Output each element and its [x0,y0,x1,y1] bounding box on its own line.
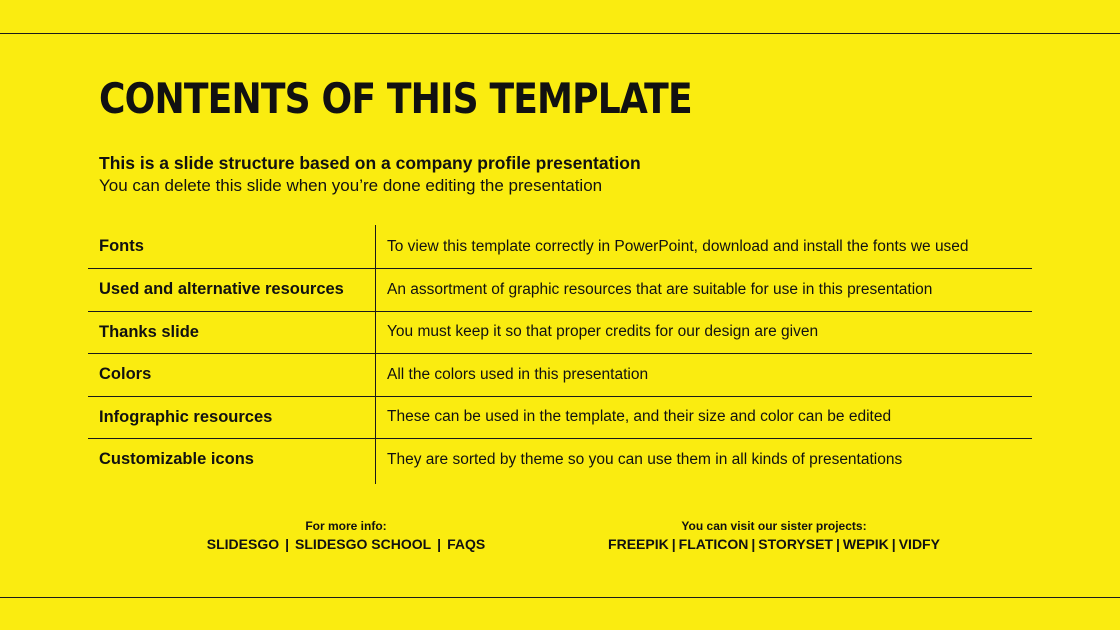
row-name-infographic: Infographic resources [99,407,273,426]
row-name-colors: Colors [99,365,152,384]
bottom-rule [0,597,1120,598]
table-row [88,438,1032,481]
link-faqs[interactable]: FAQS [447,536,486,552]
footer-sister-projects-label: You can visit our sister projects: [681,519,867,533]
link-separator: | [891,536,896,552]
link-separator: | [437,536,442,552]
link-separator: | [671,536,676,552]
subtitle: This is a slide structure based on a company profile presentation [99,153,641,173]
table-row [88,311,1032,354]
link-separator: | [835,536,840,552]
row-name-resources: Used and alternative resources [99,280,344,299]
row-description: To view this template correctly in PowerPoint, download and install the fonts we used [387,237,969,255]
row-name-fonts: Fonts [99,237,144,255]
row-description: They are sorted by theme so you can use them in all kinds of presentations [387,450,903,468]
row-name-thanks-slide: Thanks slide [99,322,199,341]
footer-more-info-label: For more info: [305,519,387,533]
row-description: An assortment of graphic resources that are suitable for use in this presentation [387,280,933,298]
footer-sister-projects [594,518,954,554]
table-row [88,268,1032,311]
row-name-icons: Customizable icons [99,450,254,469]
row-description: All the colors used in this presentation [387,365,649,383]
footer-more-info [196,518,496,554]
contents-table [88,225,1032,481]
link-separator: | [751,536,756,552]
table-row [88,353,1032,396]
footer-more-info-links [196,534,496,554]
link-slidesgo-school[interactable]: SLIDESGO SCHOOL [295,536,432,552]
link-separator: | [285,536,290,552]
row-description: These can be used in the template, and their size and color can be edited [387,408,892,426]
link-wepik[interactable]: WEPIK [842,536,889,552]
link-freepik[interactable]: FREEPIK [608,536,669,552]
link-flaticon[interactable]: FLATICON [678,536,749,552]
table-row [88,396,1032,439]
row-description: You must keep it so that proper credits for our design are given [387,323,819,341]
table-row [88,225,1032,268]
subtext: You can delete this slide when you’re done editing the presentation [99,176,603,195]
top-rule [0,33,1120,34]
page-title: CONTENTS OF THIS TEMPLATE [99,74,692,123]
link-slidesgo[interactable]: SLIDESGO [206,536,280,552]
footer-sister-projects-links [594,534,954,554]
link-storyset[interactable]: STORYSET [758,536,833,552]
link-vidfy[interactable]: VIDFY [898,536,940,552]
